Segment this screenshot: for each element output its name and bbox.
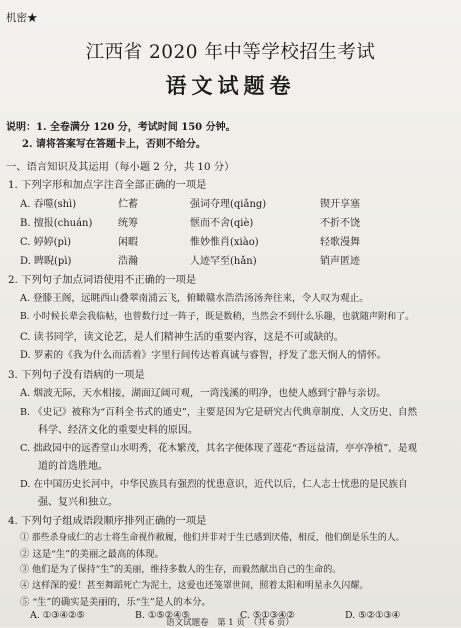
q3-option-d-line2: 强、复兴和独立。 bbox=[38, 497, 118, 508]
exam-title: 江西省 2020 年中等学校招生考试 bbox=[85, 42, 376, 63]
q1-row-d-col3: 人迹罕至(hǎn) bbox=[190, 256, 257, 267]
q2-option-d: D. 罗素的《我为什么而活着》字里行间传达着真诚与睿智，抒发了悲天悯人的情怀。 bbox=[20, 350, 387, 361]
q1-stem: 1. 下列字形和加点字注音全部正确的一项是 bbox=[8, 179, 207, 191]
q1-row-c-col2: 闲暇 bbox=[118, 237, 138, 248]
q1-row-c-col4: 轻歌漫舞 bbox=[320, 237, 360, 248]
q1-row-a-col3: 强词夺理(qiǎng) bbox=[190, 199, 267, 210]
secret-mark: 机密★ bbox=[6, 12, 38, 24]
q3-stem: 3. 下列句子没有语病的一项是 bbox=[8, 369, 145, 381]
q1-row-d-col4: 销声匿迹 bbox=[320, 256, 360, 267]
q1-row-d-col1: D. 睥睨(pì) bbox=[20, 256, 72, 267]
q1-row-b-col4: 不折不饶 bbox=[320, 218, 360, 229]
q3-option-b-line2: 科学、经济文化的重要史料的原因。 bbox=[38, 425, 198, 436]
q2-stem: 2. 下列句子加点词语使用不正确的一项是 bbox=[8, 274, 197, 286]
q2-option-b: B. 小时候长辈会我临帖，也曾数行过一阵子，既是数稍，当然会不到什么乐趣，也就随声附和了。 bbox=[20, 312, 415, 322]
q4-sentence-4: ④ 这样深的爱！甚至舞蹈死亡为泥土，这爱也还笼罩世间，照着太阳和明星永久闪耀。 bbox=[20, 581, 369, 591]
q1-row-b-col1: B. 擅报(chuán) bbox=[20, 218, 93, 229]
q4-option-c: C. ⑤①③④② bbox=[240, 610, 295, 621]
q4-option-d: D. ⑤②①③④ bbox=[345, 610, 401, 621]
q1-row-c-col1: C. 婷婷(pì) bbox=[20, 237, 72, 248]
q1-row-c-col3: 惟妙惟肖(xiào) bbox=[190, 237, 259, 248]
q4-stem: 4. 下列句子组成语段顺序排列正确的一项是 bbox=[8, 515, 207, 527]
q1-row-d-col2: 浩瀚 bbox=[118, 256, 138, 267]
instruction-line-1: 说明：1. 全卷满分 120 分，考试时间 150 分钟。 bbox=[6, 122, 236, 133]
q1-row-a-col4: 锲开享塞 bbox=[320, 199, 360, 210]
q4-sentence-1: ① 那些杀身成仁的志士将生命视作敝履，他们并非对于生已感到厌倦，相反，他们倒是乐生的人。 bbox=[20, 533, 405, 543]
q3-option-a: A. 烟波无际，天水相接，湖面辽阔可观，一湾浅溪的明净，也使人感到宁静与亲切。 bbox=[20, 388, 386, 399]
q3-option-d-line1: D. 在中国历史长河中，中华民族具有强烈的忧患意识，近代以后，仁人志士忧患的是民族自 bbox=[20, 479, 408, 490]
q1-row-a-col1: A. 吞噬(shì) bbox=[20, 199, 77, 210]
q1-row-b-col2: 统筹 bbox=[118, 218, 138, 229]
q4-sentence-5: ⑤ “生”的确实是美丽的，乐“生”是人的本分。 bbox=[20, 597, 211, 608]
page-footer: 语文试题卷 第 1 页 （共 6 页） bbox=[166, 618, 294, 628]
q1-row-a-col2: 伫蓄 bbox=[118, 199, 138, 210]
instruction-line-2: 2. 请将答案写在答题卡上，否则不给分。 bbox=[22, 139, 206, 150]
q4-sentence-2: ② 这是“生”的美丽之最高的体现。 bbox=[20, 549, 164, 560]
exam-subtitle: 语文试题卷 bbox=[165, 73, 296, 98]
q2-option-c: C. 读书同学，读文论艺，是人们精神生活的重要内容，这是不可或缺的。 bbox=[20, 332, 344, 343]
q3-option-c-line2: 道的首选胜地。 bbox=[38, 461, 108, 472]
q4-option-b: B. ①⑤②④⑤ bbox=[135, 610, 190, 621]
q3-option-c-line1: C. 拙政园中的远香堂山水明秀，花木繁茂，其名字便体现了莲花“香远益清，亭亭净植”，是观 bbox=[20, 443, 418, 454]
section-1-heading: 一、语言知识及其运用（每小题 2 分，共 10 分） bbox=[6, 161, 235, 173]
q4-option-a: A. ①③④②⑤ bbox=[30, 610, 85, 621]
q2-option-a: A. 登滕王阁，远眺西山叠翠南浦云飞，俯瞰赣水浩浩汤汤奔往来，令人叹为观止。 bbox=[20, 293, 369, 304]
q4-sentence-3: ③ 他们是为了保持“生”的美丽，维持多数人的生存，而毅然献出自己的生命的。 bbox=[20, 565, 342, 575]
q3-option-b-line1: B. 《史记》被称为“百科全书式的通史”，主要是因为它是研究古代典章制度、人文历史、自然 bbox=[20, 407, 418, 418]
q1-row-b-col3: 惬而不舍(qiè) bbox=[190, 218, 254, 229]
